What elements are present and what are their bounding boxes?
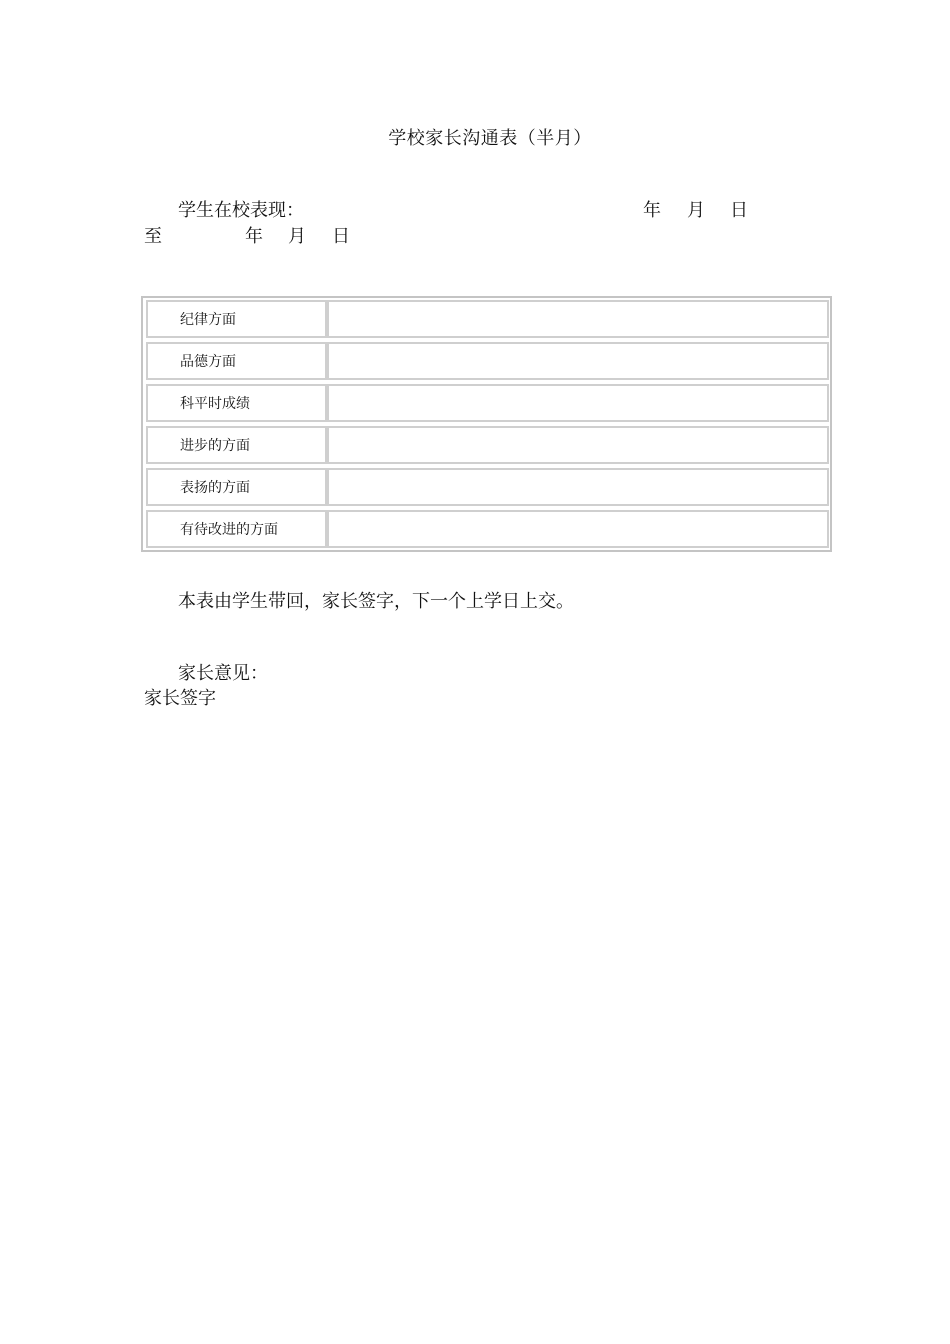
table-row [146, 300, 827, 340]
row-label: 纪律方面 [146, 300, 327, 338]
parent-opinion-label: 家长意见： [178, 663, 268, 684]
table-row [146, 468, 827, 508]
row-label: 表扬的方面 [146, 468, 327, 506]
row-label: 有待改进的方面 [146, 510, 327, 548]
row-value-field[interactable] [327, 342, 829, 380]
page-title: 学校家长沟通表（半月） [388, 128, 592, 149]
row-label: 科平时成绩 [146, 384, 327, 422]
date-to-day: 日 [332, 226, 350, 247]
row-label: 品德方面 [146, 342, 327, 380]
date-to-year: 年 [245, 226, 263, 247]
row-value-field[interactable] [327, 426, 829, 464]
row-label: 进步的方面 [146, 426, 327, 464]
row-value-field[interactable] [327, 510, 829, 548]
date-from-day: 日 [730, 200, 748, 221]
instruction-text: 本表由学生带回，家长签字，下一个上学日上交。 [178, 591, 574, 612]
evaluation-table [141, 296, 832, 552]
row-value-field[interactable] [327, 300, 829, 338]
table-row [146, 510, 827, 550]
row-value-field[interactable] [327, 468, 829, 506]
to-label: 至 [144, 226, 162, 247]
table-row [146, 426, 827, 466]
date-from-month: 月 [687, 200, 705, 221]
parent-signature-label: 家长签字 [144, 688, 216, 709]
table-row [146, 384, 827, 424]
date-to-month: 月 [288, 226, 306, 247]
performance-label: 学生在校表现： [178, 200, 304, 221]
table-row [146, 342, 827, 382]
row-value-field[interactable] [327, 384, 829, 422]
date-from-year: 年 [643, 200, 661, 221]
